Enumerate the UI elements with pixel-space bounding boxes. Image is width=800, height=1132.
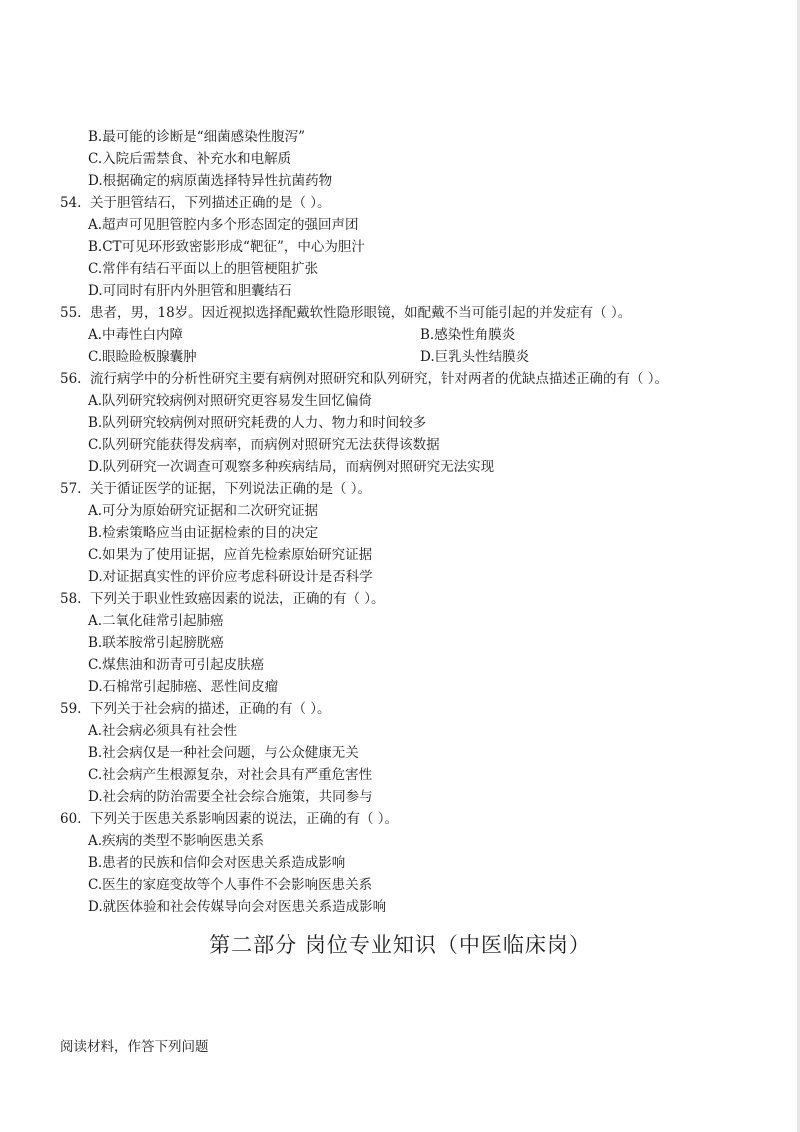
reading-instruction: 阅读材料，作答下列问题	[60, 1039, 209, 1055]
q60-option-d: D.就医体验和社会传媒导向会对医患关系造成影响	[88, 899, 387, 915]
question-stem: 关于循证医学的证据，下列说法正确的是（ ）。	[90, 481, 372, 497]
question-60	[60, 808, 760, 830]
q56-option-c: C.队列研究能获得发病率，而病例对照研究无法获得该数据	[88, 437, 440, 453]
q58-option-d: D.石棉常引起肺癌、恶性间皮瘤	[88, 679, 279, 695]
q53-option-b: B.最可能的诊断是“细菌感染性腹泻”	[88, 129, 306, 145]
question-stem: 下列关于职业性致癌因素的说法，正确的有（ ）。	[90, 591, 385, 607]
question-54	[60, 192, 760, 214]
q59-option-b: B.社会病仅是一种社会问题，与公众健康无关	[88, 745, 359, 761]
q60-option-a: A.疾病的类型不影响医患关系	[88, 833, 265, 849]
question-number: 60.	[60, 811, 82, 827]
q55-option-a: A.中毒性白内障	[88, 327, 184, 343]
question-57	[60, 478, 760, 500]
question-number: 54.	[60, 195, 82, 211]
question-stem: 下列关于医患关系影响因素的说法，正确的有（ ）。	[90, 811, 399, 827]
question-stem: 关于胆管结石，下列描述正确的是（ ）。	[90, 195, 331, 211]
q55-option-d: D.巨乳头性结膜炎	[420, 349, 530, 365]
q57-option-c: C.如果为了使用证据，应首先检索原始研究证据	[88, 547, 373, 563]
q59-option-c: C.社会病产生根源复杂，对社会具有严重危害性	[88, 767, 373, 783]
question-number: 55.	[60, 305, 82, 321]
question-number: 57.	[60, 481, 82, 497]
q60-option-b: B.患者的民族和信仰会对医患关系造成影响	[88, 855, 346, 871]
q53-option-c: C.入院后需禁食、补充水和电解质	[88, 151, 292, 167]
q59-option-a: A.社会病必须具有社会性	[88, 723, 238, 739]
question-stem: 患者，男，18岁。因近视拟选择配戴软性隐形眼镜，如配戴不当可能引起的并发症有（ ）。	[90, 305, 632, 321]
q54-option-a: A.超声可见胆管腔内多个形态固定的强回声团	[88, 217, 359, 233]
q53-option-d: D.根据确定的病原菌选择特异性抗菌药物	[88, 173, 333, 189]
q56-option-d: D.队列研究一次调查可观察多种疾病结局，而病例对照研究无法实现	[88, 459, 495, 475]
question-55	[60, 302, 760, 324]
q57-option-b: B.检索策略应当由证据检索的目的决定	[88, 525, 319, 541]
q54-option-c: C.常伴有结石平面以上的胆管梗阻扩张	[88, 261, 319, 277]
question-59	[60, 698, 760, 720]
q60-option-c: C.医生的家庭变故等个人事件不会影响医患关系	[88, 877, 373, 893]
question-number: 59.	[60, 701, 82, 717]
question-number: 56.	[60, 371, 82, 387]
q55-option-b: B.感染性角膜炎	[420, 327, 516, 343]
q58-option-b: B.联苯胺常引起膀胱癌	[88, 635, 224, 651]
question-stem: 流行病学中的分析性研究主要有病例对照研究和队列研究，针对两者的优缺点描述正确的有（ ）。	[90, 371, 669, 387]
section-title: 第二部分 岗位专业知识（中医临床岗）	[209, 933, 591, 957]
question-stem: 下列关于社会病的描述，正确的有（ ）。	[90, 701, 331, 717]
question-number: 58.	[60, 591, 82, 607]
q56-option-b: B.队列研究较病例对照研究耗费的人力、物力和时间较多	[88, 415, 427, 431]
q55-option-c: C.眼睑睑板腺囊肿	[88, 349, 197, 365]
q54-option-d: D.可同时有肝内外胆管和胆囊结石	[88, 283, 292, 299]
q55-option-row-1	[88, 324, 760, 346]
question-58	[60, 588, 760, 610]
q57-option-a: A.可分为原始研究证据和二次研究证据	[88, 503, 319, 519]
q54-option-b: B.CT可见环形致密影形成“靶征”，中心为胆汁	[88, 239, 365, 255]
q58-option-c: C.煤焦油和沥青可引起皮肤癌	[88, 657, 265, 673]
q56-option-a: A.队列研究较病例对照研究更容易发生回忆偏倚	[88, 393, 373, 409]
q55-option-row-2	[88, 346, 760, 368]
q57-option-d: D.对证据真实性的评价应考虑科研设计是否科学	[88, 569, 373, 585]
q58-option-a: A.二氧化硅常引起肺癌	[88, 613, 224, 629]
q59-option-d: D.社会病的防治需要全社会综合施策，共同参与	[88, 789, 373, 805]
question-56	[60, 368, 760, 390]
